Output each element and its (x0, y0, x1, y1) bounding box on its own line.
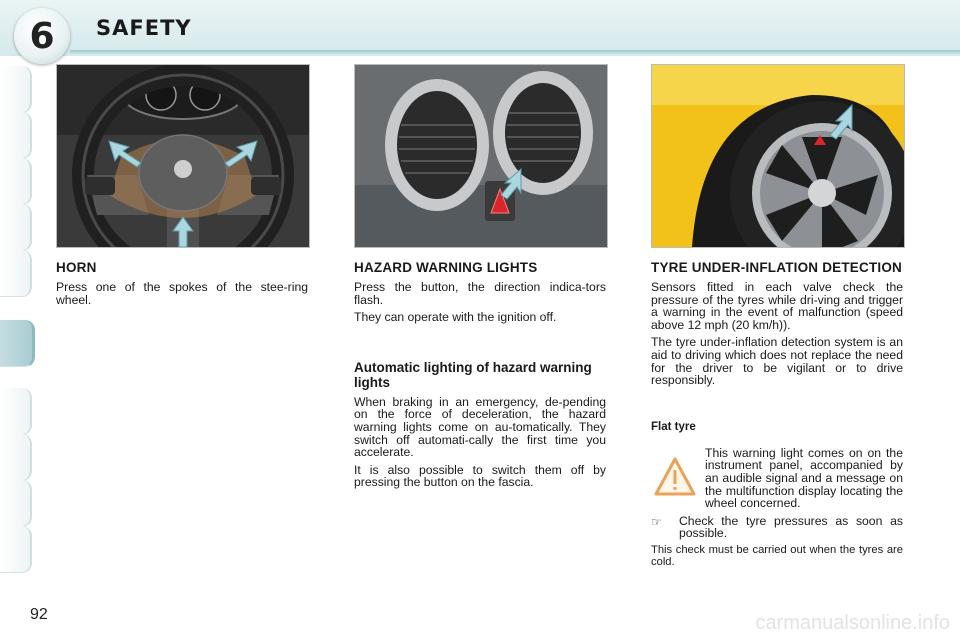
hazard-title: HAZARD WARNING LIGHTS (354, 260, 538, 275)
horn-section (56, 64, 308, 311)
chapter-tab-3[interactable] (0, 158, 32, 205)
check-pressure-bullet (651, 515, 903, 545)
chapter-tab-5[interactable] (0, 250, 32, 297)
chapter-badge: 6 (14, 8, 70, 64)
auto-hazard-title: Automatic lighting of hazard warning lights (354, 359, 592, 390)
tyre-text-1: Sensors fitted in each valve check the pressure of the tyres while dri-ving and trigger a warning in the event of malfunction (speed above 12 mph (20 km/h)). (651, 280, 903, 332)
tyre-section (651, 64, 903, 573)
steering-wheel-photo (56, 64, 310, 248)
chapter-tab-9[interactable] (0, 480, 32, 527)
auto-hazard-text-2: It is also possible to switch them off by pressing the button on the fascia. (354, 462, 606, 490)
chapter-tab-10[interactable] (0, 526, 32, 573)
warning-triangle-icon (653, 455, 697, 499)
chapter-tab-7[interactable] (0, 388, 32, 435)
warning-text: This warning light comes on on the instrument panel, accompanied by an audible signal and a message on the multifunction display locating the wheel concerned. (705, 445, 903, 511)
hazard-button-photo (354, 64, 608, 248)
hazard-text-1: Press the button, the direction indica-tors flash. (354, 280, 606, 307)
chapter-tab-4[interactable] (0, 204, 32, 251)
chapter-tab-8[interactable] (0, 434, 32, 481)
chapter-tab-1[interactable] (0, 66, 32, 113)
horn-text: Press one of the spokes of the stee-ring wheel. (56, 280, 308, 307)
header-divider (70, 50, 960, 54)
tyre-wheel-photo (651, 64, 905, 248)
chapter-tab-6-active[interactable] (0, 320, 35, 367)
tyre-text-2: The tyre under-inflation detection system is an aid to driving which does not replace the need for the driver to be vigilant or to drive responsibly. (651, 335, 903, 388)
horn-title: HORN (56, 260, 97, 275)
pointing-hand-icon: ☞ (651, 514, 662, 529)
chapter-title: SAFETY (96, 16, 192, 40)
flat-tyre-warning (651, 447, 903, 510)
cold-tyre-note: This check must be carried out when the tyres are cold. (651, 543, 903, 568)
check-pressure-text: Check the tyre pressures as soon as possible. (679, 513, 903, 541)
hazard-section (354, 64, 606, 494)
watermark: carmanualsonline.info (755, 612, 950, 634)
tyre-title: TYRE UNDER-INFLATION DETECTION (651, 260, 902, 275)
page-number: 92 (30, 606, 48, 623)
flat-tyre-title: Flat tyre (651, 420, 696, 433)
chapter-tab-2[interactable] (0, 112, 32, 159)
chapter-tabs (0, 66, 34, 572)
auto-hazard-text-1: When braking in an emergency, de-pending on the force of deceleration, the hazard warning lights come on au-tomatically. They switch off automati-cally the first time you accelerate. (354, 394, 606, 460)
hazard-text-2: They can operate with the ignition off. (354, 310, 557, 325)
